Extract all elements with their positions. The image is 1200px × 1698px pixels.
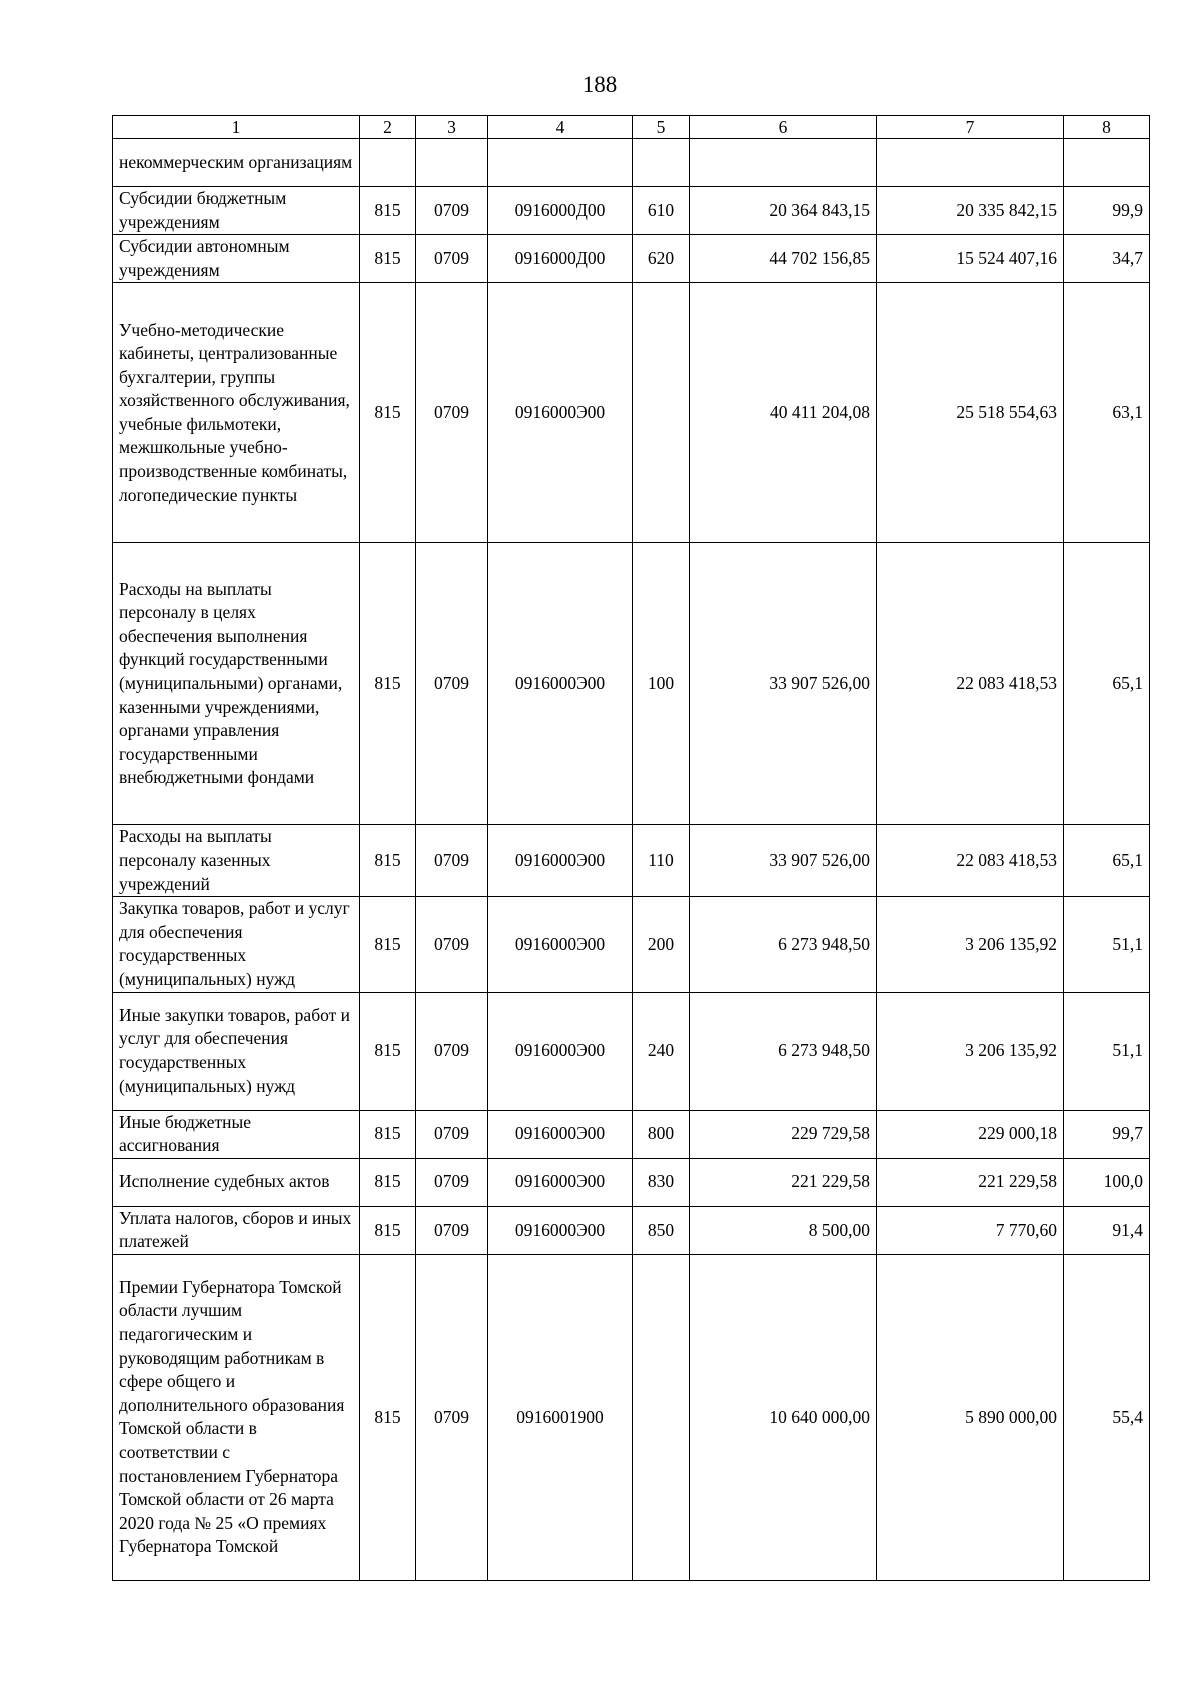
row-name: Иные бюджетные ассигнования xyxy=(113,1110,360,1158)
cell-planned: 20 364 843,15 xyxy=(690,187,877,235)
cell-percent: 100,0 xyxy=(1064,1158,1150,1206)
column-header: 1 xyxy=(113,116,360,139)
cell-ministry-code: 815 xyxy=(360,1110,416,1158)
cell-ministry-code: 815 xyxy=(360,283,416,543)
cell-executed: 7 770,60 xyxy=(877,1206,1064,1254)
cell-target-article: 0916000Э00 xyxy=(488,897,633,992)
cell-executed: 22 083 418,53 xyxy=(877,825,1064,897)
cell-ministry-code xyxy=(360,139,416,187)
column-header: 2 xyxy=(360,116,416,139)
cell-section-code: 0709 xyxy=(416,543,488,825)
table-row xyxy=(113,1206,1150,1254)
cell-percent: 55,4 xyxy=(1064,1254,1150,1580)
row-name: Уплата налогов, сборов и иных платежей xyxy=(113,1206,360,1254)
table-row xyxy=(113,1158,1150,1206)
cell-executed: 221 229,58 xyxy=(877,1158,1064,1206)
cell-target-article: 0916000Э00 xyxy=(488,543,633,825)
cell-section-code: 0709 xyxy=(416,825,488,897)
row-name: Иные закупки товаров, работ и услуг для обеспечения государственных (муниципальных) нужд xyxy=(113,992,360,1110)
cell-percent: 51,1 xyxy=(1064,897,1150,992)
cell-section-code: 0709 xyxy=(416,1254,488,1580)
cell-section-code: 0709 xyxy=(416,897,488,992)
column-header: 4 xyxy=(488,116,633,139)
table-row xyxy=(113,1254,1150,1580)
table-row xyxy=(113,825,1150,897)
table-row xyxy=(113,283,1150,543)
cell-target-article: 0916000Д00 xyxy=(488,235,633,283)
cell-target-article: 0916001900 xyxy=(488,1254,633,1580)
cell-target-article: 0916000Э00 xyxy=(488,283,633,543)
cell-planned: 33 907 526,00 xyxy=(690,825,877,897)
cell-section-code: 0709 xyxy=(416,283,488,543)
cell-executed: 229 000,18 xyxy=(877,1110,1064,1158)
cell-expense-type: 830 xyxy=(633,1158,690,1206)
cell-ministry-code: 815 xyxy=(360,897,416,992)
row-name: Субсидии бюджетным учреждениям xyxy=(113,187,360,235)
cell-expense-type: 800 xyxy=(633,1110,690,1158)
page-number: 188 xyxy=(582,72,618,97)
budget-execution-table xyxy=(112,115,1150,1581)
cell-target-article: 0916000Э00 xyxy=(488,1158,633,1206)
cell-expense-type: 240 xyxy=(633,992,690,1110)
cell-expense-type: 610 xyxy=(633,187,690,235)
table-row xyxy=(113,1110,1150,1158)
cell-expense-type xyxy=(633,283,690,543)
cell-target-article xyxy=(488,139,633,187)
table-row xyxy=(113,139,1150,187)
cell-planned: 10 640 000,00 xyxy=(690,1254,877,1580)
table-row xyxy=(113,187,1150,235)
cell-executed xyxy=(877,139,1064,187)
cell-planned: 229 729,58 xyxy=(690,1110,877,1158)
table-row xyxy=(113,235,1150,283)
table-row xyxy=(113,897,1150,992)
cell-section-code: 0709 xyxy=(416,1158,488,1206)
cell-executed: 5 890 000,00 xyxy=(877,1254,1064,1580)
cell-executed: 3 206 135,92 xyxy=(877,897,1064,992)
row-name: Расходы на выплаты персоналу в целях обеспечения выполнения функций государственными (муниципальными) органами, казенными учреждениями, органами управления государственными внебюджетными фондами xyxy=(113,543,360,825)
cell-planned: 33 907 526,00 xyxy=(690,543,877,825)
cell-executed: 15 524 407,16 xyxy=(877,235,1064,283)
cell-ministry-code: 815 xyxy=(360,992,416,1110)
row-name: Закупка товаров, работ и услуг для обеспечения государственных (муниципальных) нужд xyxy=(113,897,360,992)
cell-ministry-code: 815 xyxy=(360,825,416,897)
cell-planned: 6 273 948,50 xyxy=(690,992,877,1110)
cell-expense-type xyxy=(633,139,690,187)
cell-section-code: 0709 xyxy=(416,235,488,283)
cell-percent: 65,1 xyxy=(1064,543,1150,825)
cell-ministry-code: 815 xyxy=(360,543,416,825)
cell-target-article: 0916000Д00 xyxy=(488,187,633,235)
cell-ministry-code: 815 xyxy=(360,1206,416,1254)
cell-planned: 221 229,58 xyxy=(690,1158,877,1206)
column-header: 5 xyxy=(633,116,690,139)
cell-target-article: 0916000Э00 xyxy=(488,1206,633,1254)
column-header: 8 xyxy=(1064,116,1150,139)
cell-target-article: 0916000Э00 xyxy=(488,992,633,1110)
cell-expense-type: 110 xyxy=(633,825,690,897)
cell-section-code: 0709 xyxy=(416,992,488,1110)
column-header: 3 xyxy=(416,116,488,139)
cell-ministry-code: 815 xyxy=(360,1254,416,1580)
row-name: Премии Губернатора Томской области лучшим педагогическим и руководящим работникам в сфере общего и дополнительного образования Томской области в соответствии с постановлением Губернатора Томской области от 26 марта 2020 года № 25 «О премиях Губернатора Томской xyxy=(113,1254,360,1580)
row-name: Исполнение судебных актов xyxy=(113,1158,360,1206)
cell-executed: 25 518 554,63 xyxy=(877,283,1064,543)
cell-percent: 63,1 xyxy=(1064,283,1150,543)
cell-percent: 51,1 xyxy=(1064,992,1150,1110)
cell-target-article: 0916000Э00 xyxy=(488,825,633,897)
cell-section-code: 0709 xyxy=(416,1110,488,1158)
table-header-row xyxy=(113,116,1150,139)
cell-planned: 8 500,00 xyxy=(690,1206,877,1254)
row-name: Субсидии автономным учреждениям xyxy=(113,235,360,283)
cell-expense-type: 200 xyxy=(633,897,690,992)
cell-percent xyxy=(1064,139,1150,187)
cell-executed: 20 335 842,15 xyxy=(877,187,1064,235)
cell-expense-type: 850 xyxy=(633,1206,690,1254)
cell-planned: 44 702 156,85 xyxy=(690,235,877,283)
cell-ministry-code: 815 xyxy=(360,1158,416,1206)
table-row xyxy=(113,992,1150,1110)
table-row xyxy=(113,543,1150,825)
cell-ministry-code: 815 xyxy=(360,187,416,235)
cell-section-code xyxy=(416,139,488,187)
cell-planned: 6 273 948,50 xyxy=(690,897,877,992)
column-header: 6 xyxy=(690,116,877,139)
cell-planned xyxy=(690,139,877,187)
cell-executed: 22 083 418,53 xyxy=(877,543,1064,825)
row-name: некоммерческим организациям xyxy=(113,139,360,187)
cell-planned: 40 411 204,08 xyxy=(690,283,877,543)
cell-expense-type xyxy=(633,1254,690,1580)
row-name: Учебно-методические кабинеты, централизованные бухгалтерии, группы хозяйственного обслуживания, учебные фильмотеки, межшкольные учебно-производственные комбинаты, логопедические пункты xyxy=(113,283,360,543)
cell-percent: 34,7 xyxy=(1064,235,1150,283)
cell-percent: 65,1 xyxy=(1064,825,1150,897)
row-name: Расходы на выплаты персоналу казенных учреждений xyxy=(113,825,360,897)
cell-expense-type: 620 xyxy=(633,235,690,283)
column-header: 7 xyxy=(877,116,1064,139)
cell-section-code: 0709 xyxy=(416,187,488,235)
cell-percent: 99,7 xyxy=(1064,1110,1150,1158)
cell-ministry-code: 815 xyxy=(360,235,416,283)
cell-section-code: 0709 xyxy=(416,1206,488,1254)
cell-percent: 91,4 xyxy=(1064,1206,1150,1254)
cell-percent: 99,9 xyxy=(1064,187,1150,235)
cell-expense-type: 100 xyxy=(633,543,690,825)
cell-executed: 3 206 135,92 xyxy=(877,992,1064,1110)
cell-target-article: 0916000Э00 xyxy=(488,1110,633,1158)
